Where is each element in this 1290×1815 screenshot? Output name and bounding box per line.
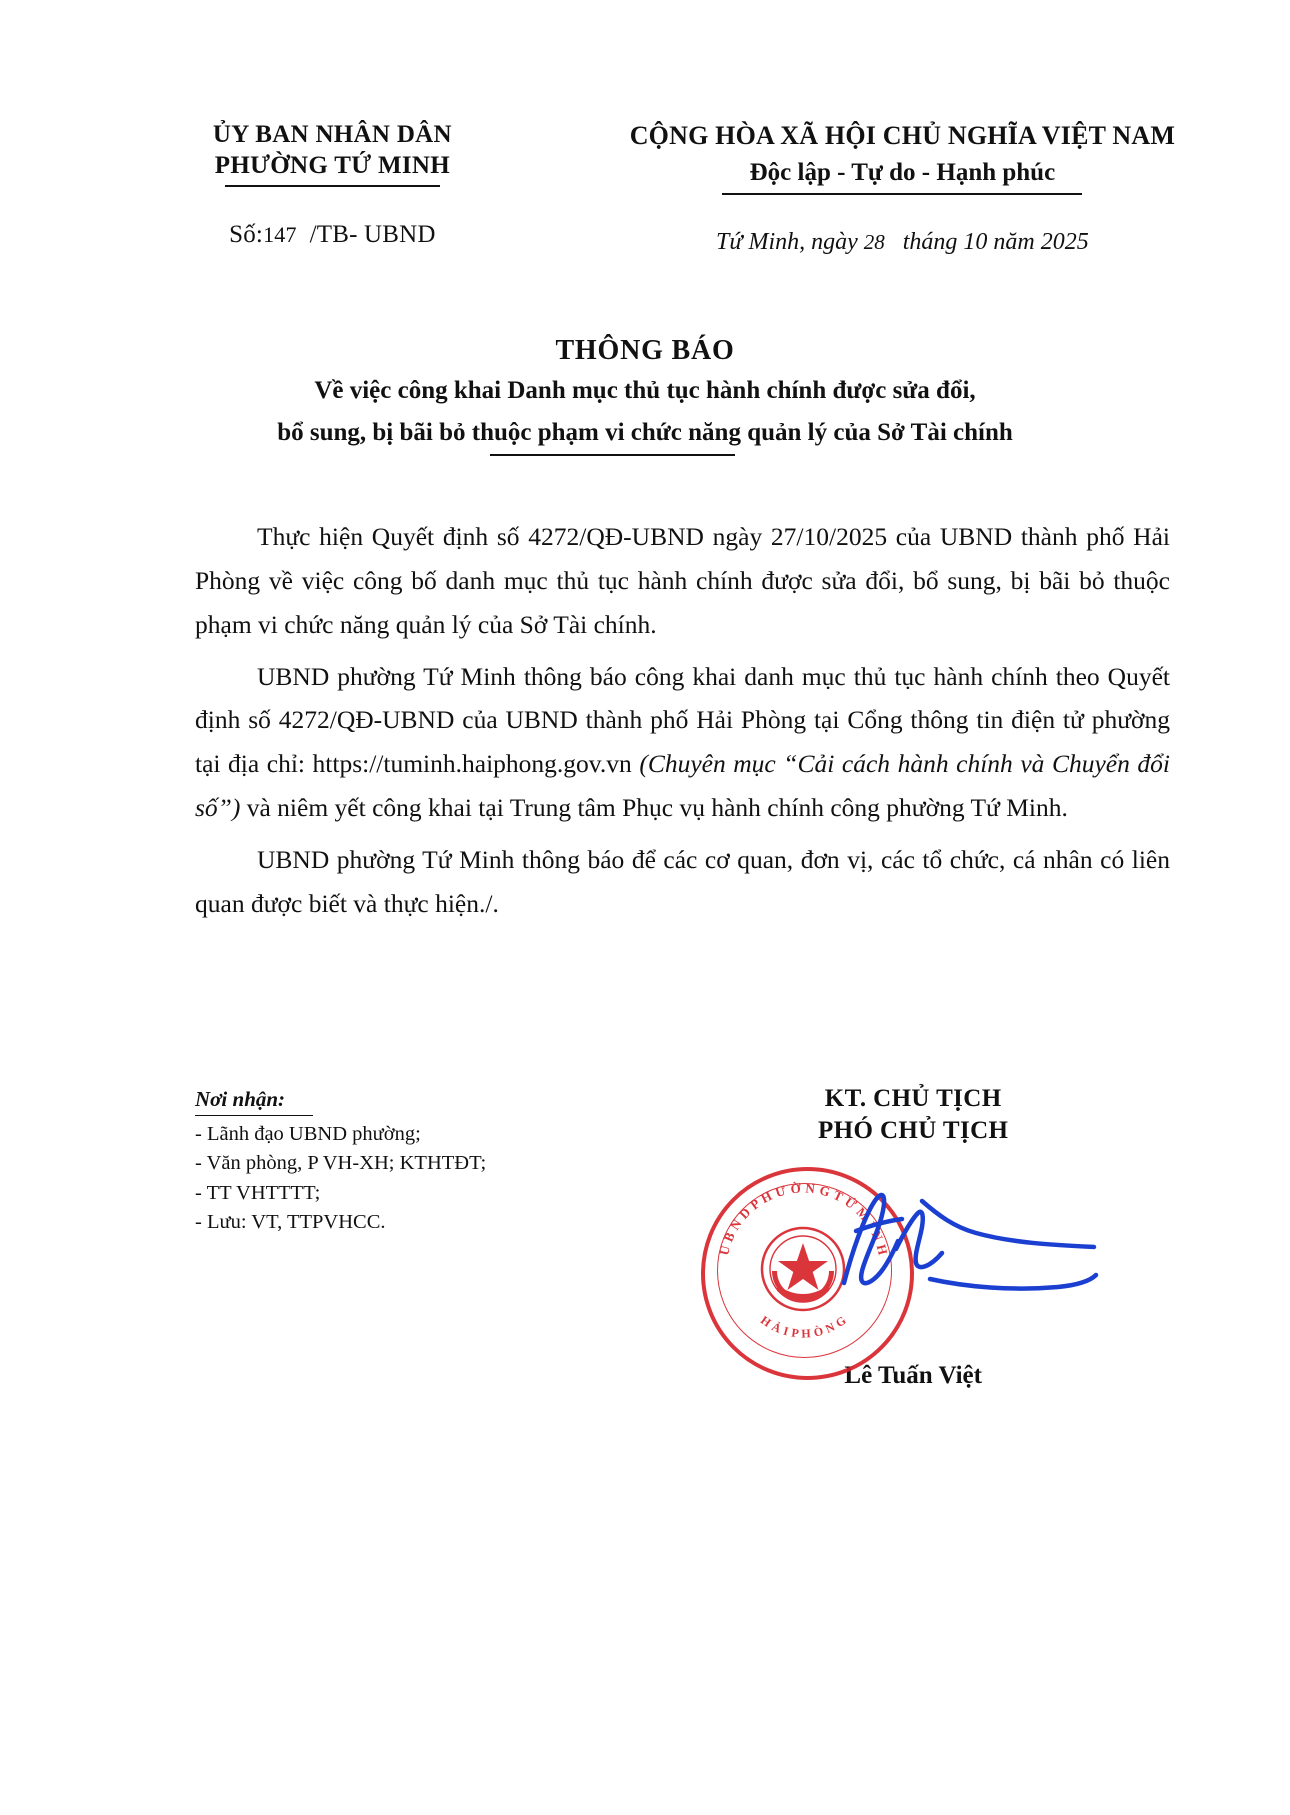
document-header [0, 120, 1290, 256]
issuing-authority-block [60, 120, 575, 256]
national-heading-block [575, 120, 1230, 256]
org-name-underline [225, 185, 440, 187]
document-body [195, 515, 1170, 934]
national-name: CỘNG HÒA XÃ HỘI CHỦ NGHĨA VIỆT NAM [629, 121, 1176, 150]
national-motto: Độc lập - Tự do - Hạnh phúc [749, 158, 1056, 186]
signature-block [686, 1085, 1140, 1390]
body-paragraph-1: Thực hiện Quyết định số 4272/QĐ-UBND ngày 27/10/2025 của UBND thành phố Hải Phòng về việc công bố danh mục thủ tục hành chính được sửa đổi, bổ sung, bị bãi bỏ thuộc phạm vi chức năng quản lý của Sở Tài chính. [195, 522, 1170, 639]
recipient-item: - TT VHTTTT; [195, 1181, 321, 1204]
body-paragraph-2-part-b: và niêm yết công khai tại Trung tâm Phục vụ hành chính công phường Tứ Minh. [240, 793, 1068, 823]
signer-name: Lê Tuấn Việt [844, 1362, 982, 1389]
recipients-block [195, 1085, 686, 1390]
recipients-title-underline [195, 1115, 313, 1117]
title-underline [490, 454, 735, 456]
body-paragraph-2-part-a: UBND phường Tứ Minh thông báo công khai danh mục thủ tục hành chính theo Quyết định số 4272/QĐ-UBND của UBND thành phố Hải Phòng tại Cổng thông tin điện tử phường tại địa chỉ: https://tuminh.haiphong.gov.vn [195, 661, 1170, 779]
document-number [90, 221, 575, 249]
svg-text:U B N D P H Ư Ờ N G T Ứ: U B N D P H Ư Ờ N G T Ứ M I N H [716, 1180, 892, 1257]
recipient-item: - Văn phòng, P VH-XH; KTHTĐT; [195, 1152, 487, 1175]
body-paragraph-2 [195, 655, 1170, 830]
document-title-block [0, 335, 1290, 456]
document-subject-line2: bổ sung, bị bãi bỏ thuộc phạm vi chức năng quản lý của Sở Tài chính [277, 419, 1013, 447]
recipient-item: - Lưu: VT, TTPVHCC. [195, 1210, 386, 1233]
signer-role-line2: PHÓ CHỦ TỊCH [817, 1117, 1009, 1144]
org-name-line2: PHƯỜNG TỨ MINH [214, 151, 450, 179]
org-name-line1: ỦY BAN NHÂN DÂN [212, 121, 452, 148]
date-day: 28 [863, 230, 885, 254]
motto-underline [722, 193, 1082, 195]
recipient-item: - Lãnh đạo UBND phường; [195, 1123, 421, 1146]
document-number-suffix: /TB- UBND [309, 221, 436, 248]
place-and-date [575, 229, 1230, 256]
document-subject-line1: Về việc công khai Danh mục thủ tục hành chính được sửa đổi, [314, 377, 976, 404]
place-date-suffix: tháng 10 năm 2025 [902, 229, 1089, 255]
signer-role-line1: KT. CHỦ TỊCH [824, 1085, 1002, 1112]
document-number-value: 147 [263, 222, 297, 247]
stamp-and-signature-area [686, 1145, 1140, 1360]
place-date-prefix: Tứ Minh, ngày [716, 229, 858, 255]
body-paragraph-3: UBND phường Tứ Minh thông báo để các cơ quan, đơn vị, các tổ chức, cá nhân có liên quan được biết và thực hiện./. [195, 845, 1170, 918]
recipients-title: Nơi nhận: [195, 1087, 286, 1111]
document-type-title: THÔNG BÁO [555, 335, 735, 366]
svg-text:H Ả I P H Ò N G: H Ả I P H Ò N G [758, 1312, 850, 1341]
document-footer [0, 1085, 1290, 1390]
body-paragraph-2-italic: (Chuyên mục “Cải cách hành chính và Chuyển đổi số”) [195, 749, 1170, 823]
handwritten-signature [826, 1175, 1156, 1315]
document-number-prefix: Số: [229, 221, 264, 248]
